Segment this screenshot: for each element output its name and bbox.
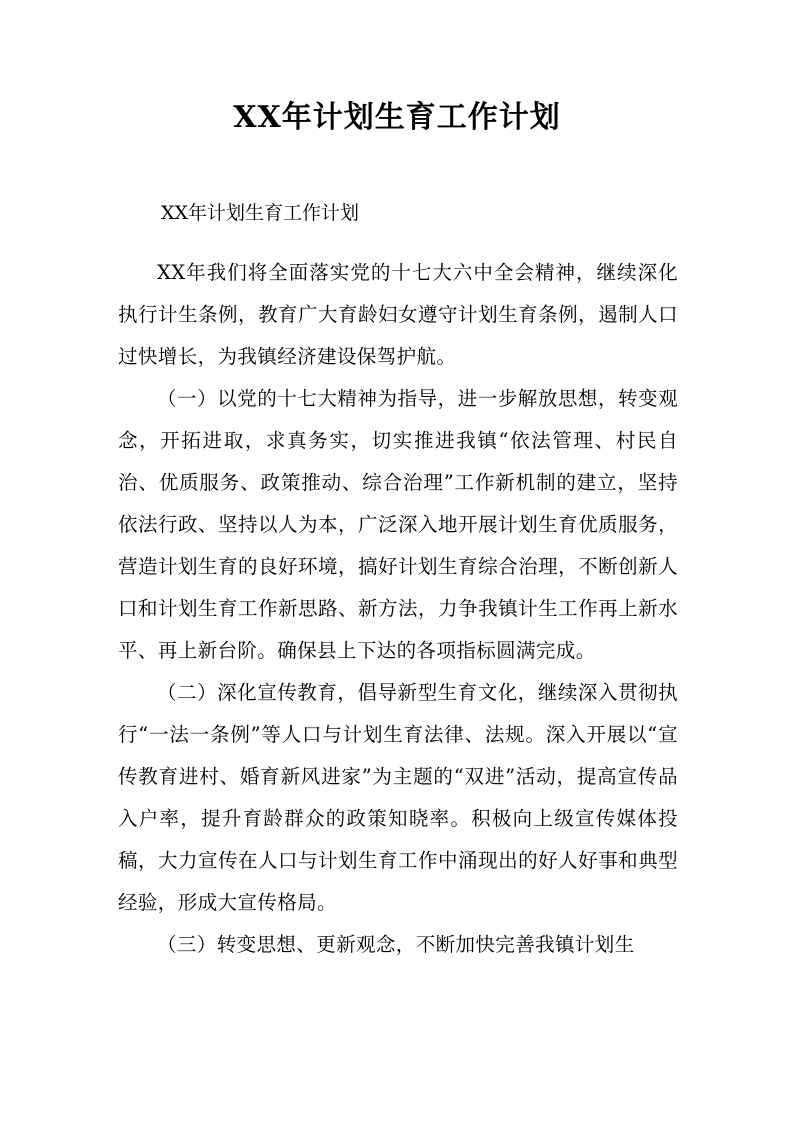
paragraph-intro: XX年我们将全面落实党的十七大六中全会精神，继续深化执行计生条例，教育广大育龄妇女遵守计划生育条例，遏制人口过快增长，为我镇经济建设保驾护航。 [118, 261, 678, 368]
document-subtitle: XX年计划生育工作计划 [161, 202, 360, 224]
document-title: XX年计划生育工作计划 [233, 100, 561, 135]
paragraph-section-3: （三）转变思想、更新观念，不断加快完善我镇计划生 [157, 933, 635, 956]
paragraph-section-2: （二）深化宣传教育，倡导新型生育文化，继续深入贯彻执行“一法一条例”等人口与计划生育法律、法规。深入开展以“宣传教育进村、婚育新风进家”为主题的“双进”活动，提高宣传品入户率，提升育龄群众的政策知晓率。积极向上级宣传媒体投稿，大力宣传在人口与计划生育工作中涌现出的好人好事和典型经验，形成大宣传格局。 [118, 681, 678, 914]
paragraph-section-1: （一）以党的十七大精神为指导，进一步解放思想，转变观念，开拓进取，求真务实，切实推进我镇“依法管理、村民自治、优质服务、政策推动、综合治理”工作新机制的建立，坚持依法行政、坚持以人为本，广泛深入地开展计划生育优质服务，营造计划生育的良好环境，搞好计划生育综合治理，不断创新人口和计划生育工作新思路、新方法，力争我镇计生工作再上新水平、再上新台阶。确保县上下达的各项指标圆满完成。 [118, 387, 678, 662]
document-body [118, 252, 678, 966]
